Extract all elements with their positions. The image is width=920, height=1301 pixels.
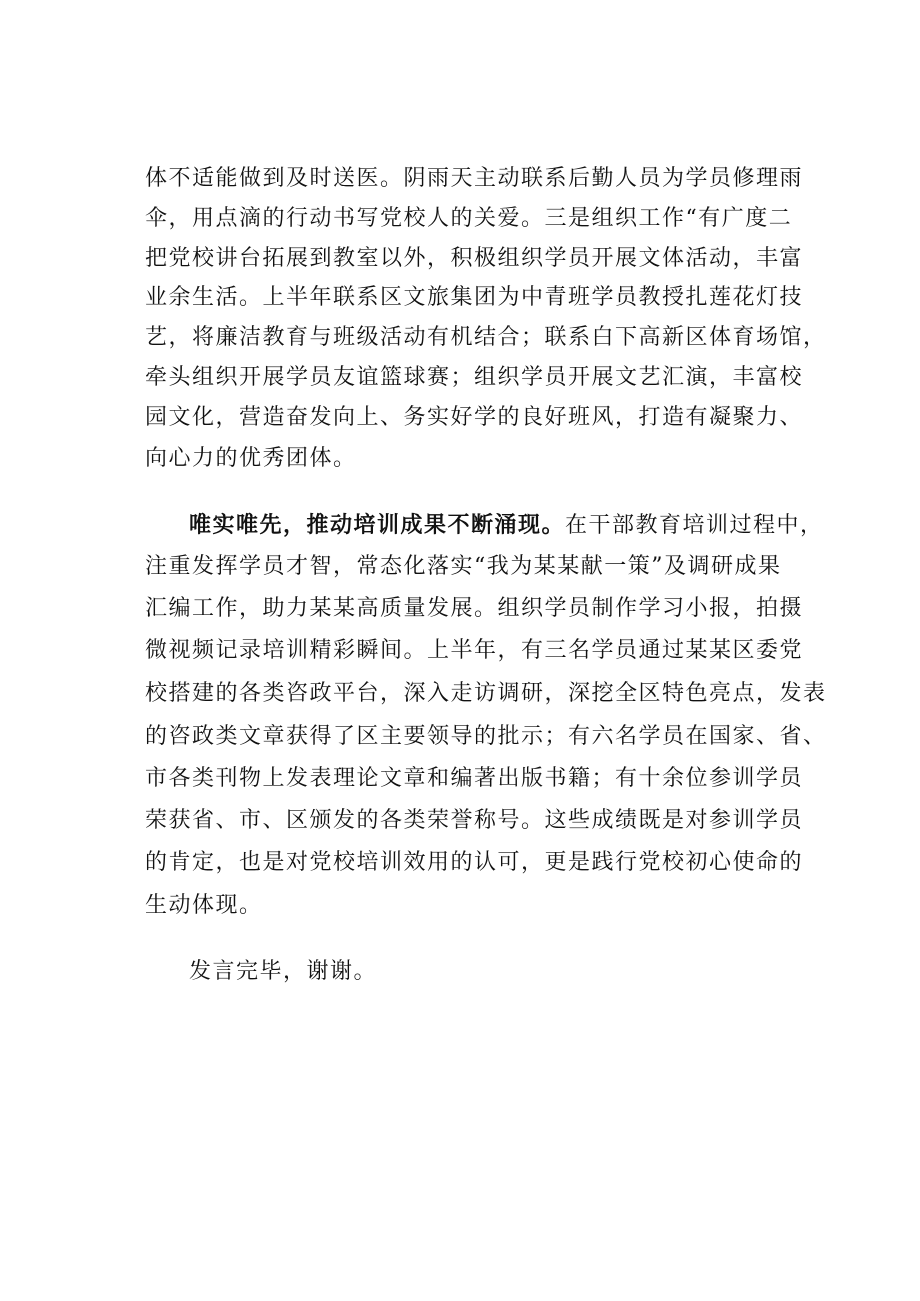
p2-heading: 唯实唯先，推动培训成果不断涌现。 — [189, 512, 566, 538]
p2-line-2: 注重发挥学员才智，常态化落实“我为某某献一策”及调研成果 — [145, 554, 782, 579]
p1-line-2: 伞，用点滴的行动书写党校人的关爱。三是组织工作“有广度二 — [145, 206, 793, 231]
closing-line: 发言完毕，谢谢。 — [189, 959, 378, 984]
p1-line-8: 向心力的优秀团体。 — [145, 446, 357, 471]
p2-line-4: 微视频记录培训精彩瞬间。上半年，有三名学员通过某某区委党 — [145, 638, 804, 663]
p2-line-6: 的咨政类文章获得了区主要领导的批示；有六名学员在国家、省、 — [145, 724, 827, 749]
p2-line-8: 荣获省、市、区颁发的各类荣誉称号。这些成绩既是对参训学员 — [145, 808, 804, 833]
p1-line-6: 牵头组织开展学员友谊篮球赛；组织学员开展文艺汇演，丰富校 — [145, 365, 804, 390]
p1-line-7: 园文化，营造奋发向上、务实好学的良好班风，打造有凝聚力、 — [145, 405, 804, 430]
p1-line-4: 业余生活。上半年联系区文旅集团为中青班学员教授扎莲花灯技 — [145, 285, 804, 310]
p2-line-1 — [189, 510, 824, 540]
p2-line-5: 校搭建的各类咨政平台，深入走访调研，深挖全区特色亮点，发表 — [145, 681, 827, 706]
p2-line-9: 的肯定，也是对党校培训效用的认可，更是践行党校初心使命的 — [145, 850, 804, 875]
p2-line-3: 汇编工作，助力某某高质量发展。组织学员制作学习小报，拍摄 — [145, 596, 804, 621]
p1-line-5: 艺，将廉洁教育与班级活动有机结合；联系白下高新区体育场馆， — [145, 325, 827, 350]
p2-line-10: 生动体现。 — [145, 893, 263, 918]
p2-line-7: 市各类刊物上发表理论文章和编著出版书籍；有十余位参训学员 — [145, 766, 804, 791]
p2-first-line-rest: 在干部教育培训过程中， — [565, 513, 824, 538]
p1-line-1: 体不适能做到及时送医。阴雨天主动联系后勤人员为学员修理雨 — [145, 166, 804, 191]
p1-line-3: 把党校讲台拓展到教室以外，积极组织学员开展文体活动，丰富 — [145, 246, 804, 271]
